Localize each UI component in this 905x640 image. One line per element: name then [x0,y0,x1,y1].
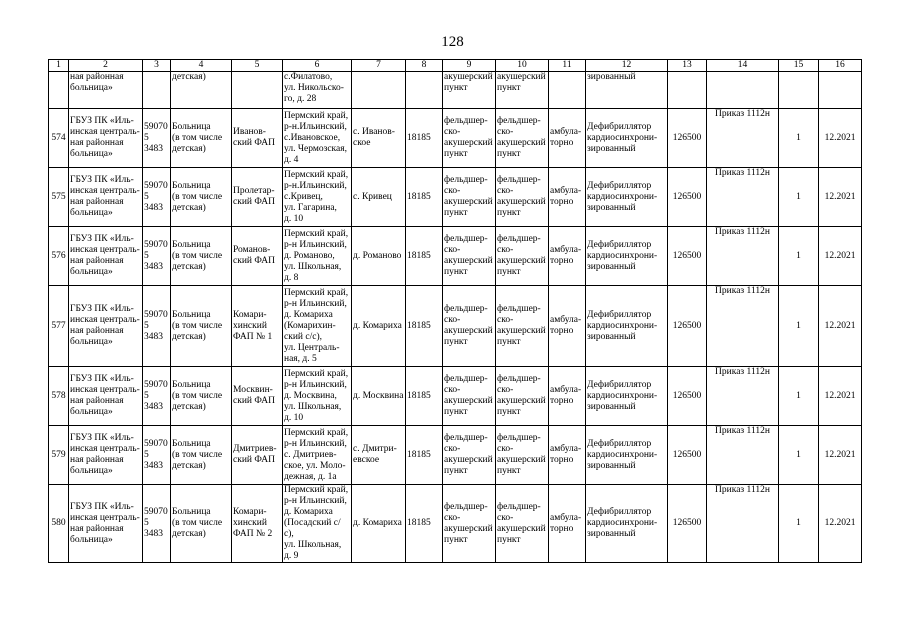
cell-type: Больница (в том числе детская) [171,485,232,563]
cell-col13: 126500 [668,485,707,563]
cell-type: Больница (в том числе детская) [171,286,232,367]
cell-unit: Иванов- ский ФАП [232,109,283,168]
cell-col8: 18185 [406,109,443,168]
header-cell: 12 [586,60,668,72]
cell-address: с.Филатово, ул. Никольско- го, д. 28 [283,72,352,109]
cell-col13: 126500 [668,367,707,426]
cell-col16 [819,72,862,109]
cell-col9: фельдшер- ско- акушерский пункт [443,109,496,168]
cell-col16: 12.2021 [819,367,862,426]
cell-col15: 1 [779,168,819,227]
header-row [49,60,862,72]
cell-col13: 126500 [668,109,707,168]
cell-col16: 12.2021 [819,227,862,286]
header-cell: 5 [232,60,283,72]
cell-owner: ГБУЗ ПК «Иль- инская централь- ная районная больница» [69,109,143,168]
cell-place: с. Кривец [352,168,406,227]
header-cell: 3 [143,60,171,72]
cell-owner: ГБУЗ ПК «Иль- инская централь- ная районная больница» [69,426,143,485]
cell-col10: фельдшер- ско- акушерский пункт [496,426,549,485]
cell-owner: ГБУЗ ПК «Иль- инская централь- ная районная больница» [69,286,143,367]
cell-col8: 18185 [406,426,443,485]
cell-col12: Дефибриллятор кардиосинхрони- зированный [586,168,668,227]
cell-col10: фельдшер- ско- акушерский пункт [496,485,549,563]
table-row [49,286,862,367]
header-cell: 11 [549,60,586,72]
header-cell: 14 [707,60,779,72]
cell-col9: фельдшер- ско- акушерский пункт [443,367,496,426]
cell-col12: Дефибриллятор кардиосинхрони- зированный [586,109,668,168]
cell-col12: Дефибриллятор кардиосинхрони- зированный [586,485,668,563]
cell-col13: 126500 [668,286,707,367]
cell-unit [232,72,283,109]
cell-col15 [779,72,819,109]
cell-place: с. Дмитри- евское [352,426,406,485]
cell-num: 580 [49,485,69,563]
cell-col8 [406,72,443,109]
table-row [49,227,862,286]
cell-place: с. Иванов- ское [352,109,406,168]
cell-col15: 1 [779,426,819,485]
cell-code: 590705 3483 [143,109,171,168]
cell-num: 578 [49,367,69,426]
cell-type: Больница (в том числе детская) [171,109,232,168]
cell-col14: Приказ 1112н [707,367,779,426]
cell-col15: 1 [779,109,819,168]
cell-col8: 18185 [406,227,443,286]
cell-col15: 1 [779,485,819,563]
cell-col16: 12.2021 [819,485,862,563]
cell-type: Больница (в том числе детская) [171,426,232,485]
cell-num: 574 [49,109,69,168]
cell-col16: 12.2021 [819,168,862,227]
cell-col9: фельдшер- ско- акушерский пункт [443,227,496,286]
cell-owner: ная районная больница» [69,72,143,109]
header-cell: 10 [496,60,549,72]
cell-col16: 12.2021 [819,426,862,485]
header-cell: 16 [819,60,862,72]
cell-type: Больница (в том числе детская) [171,168,232,227]
cell-unit: Пролетар- ский ФАП [232,168,283,227]
continuation-row [49,72,862,109]
cell-col10: фельдшер- ско- акушерский пункт [496,109,549,168]
cell-col14: Приказ 1112н [707,109,779,168]
cell-col16: 12.2021 [819,286,862,367]
cell-place: д. Комариха [352,485,406,563]
cell-col15: 1 [779,286,819,367]
cell-col14: Приказ 1112н [707,286,779,367]
page-number: 128 [441,34,464,50]
cell-col10: фельдшер- ско- акушерский пункт [496,227,549,286]
header-cell: 6 [283,60,352,72]
cell-col8: 18185 [406,367,443,426]
cell-col11: амбула- торно [549,485,586,563]
cell-address: Пермский край, р-н Ильинский, с. Дмитриев- ское, ул. Моло- дежная, д. 1а [283,426,352,485]
cell-code: 590705 3483 [143,485,171,563]
cell-type: Больница (в том числе детская) [171,227,232,286]
table-row [49,109,862,168]
header-cell: 2 [69,60,143,72]
cell-num: 576 [49,227,69,286]
cell-col11: амбула- торно [549,227,586,286]
cell-col8: 18185 [406,286,443,367]
cell-col11: амбула- торно [549,109,586,168]
cell-col8: 18185 [406,485,443,563]
cell-unit: Комари- хинский ФАП № 1 [232,286,283,367]
header-cell: 8 [406,60,443,72]
cell-type: детская) [171,72,232,109]
header-cell: 9 [443,60,496,72]
cell-type: Больница (в том числе детская) [171,367,232,426]
header-cell: 13 [668,60,707,72]
header-cell: 4 [171,60,232,72]
cell-col12: Дефибриллятор кардиосинхрони- зированный [586,286,668,367]
cell-place: д. Москвина [352,367,406,426]
cell-owner: ГБУЗ ПК «Иль- инская централь- ная районная больница» [69,367,143,426]
cell-code: 590705 3483 [143,227,171,286]
cell-col11: амбула- торно [549,286,586,367]
cell-address: Пермский край, р-н Ильинский, д. Комариха (Комарихин- ский с/с), ул. Централь- ная, д. 5 [283,286,352,367]
equipment-table [48,59,862,563]
cell-col13 [668,72,707,109]
table-row [49,485,862,563]
table-row [49,168,862,227]
cell-num: 579 [49,426,69,485]
cell-col13: 126500 [668,227,707,286]
cell-col10: фельдшер- ско- акушерский пункт [496,286,549,367]
cell-col11: амбула- торно [549,426,586,485]
cell-col13: 126500 [668,426,707,485]
cell-owner: ГБУЗ ПК «Иль- инская централь- ная районная больница» [69,485,143,563]
table-row [49,426,862,485]
cell-col13: 126500 [668,168,707,227]
header-cell: 1 [49,60,69,72]
cell-col11: амбула- торно [549,367,586,426]
cell-col14: Приказ 1112н [707,227,779,286]
cell-col8: 18185 [406,168,443,227]
cell-place: д. Комариха [352,286,406,367]
cell-address: Пермский край, р-н Ильинский, д. Романово, ул. Школьная, д. 8 [283,227,352,286]
cell-code: 590705 3483 [143,426,171,485]
cell-code: 590705 3483 [143,168,171,227]
cell-code: 590705 3483 [143,367,171,426]
cell-num: 575 [49,168,69,227]
cell-col14: Приказ 1112н [707,426,779,485]
cell-col10: фельдшер- ско- акушерский пункт [496,367,549,426]
cell-num [49,72,69,109]
cell-address: Пермский край, р-н.Ильинский, с.Ивановское, ул. Чермозская, д. 4 [283,109,352,168]
cell-place: д. Романово [352,227,406,286]
cell-col12: Дефибриллятор кардиосинхрони- зированный [586,426,668,485]
cell-col9: фельдшер- ско- акушерский пункт [443,286,496,367]
cell-owner: ГБУЗ ПК «Иль- инская централь- ная районная больница» [69,227,143,286]
cell-col16: 12.2021 [819,109,862,168]
cell-num: 577 [49,286,69,367]
cell-col14 [707,72,779,109]
cell-col9: акушерский пункт [443,72,496,109]
cell-col10: акушерский пункт [496,72,549,109]
cell-address: Пермский край, р-н Ильинский, д. Москвина, ул. Школьная, д. 10 [283,367,352,426]
cell-place [352,72,406,109]
cell-unit: Комари- хинский ФАП № 2 [232,485,283,563]
cell-address: Пермский край, р-н.Ильинский, с.Кривец, ул. Гагарина, д. 10 [283,168,352,227]
cell-col10: фельдшер- ско- акушерский пункт [496,168,549,227]
cell-unit: Романов- ский ФАП [232,227,283,286]
cell-col9: фельдшер- ско- акушерский пункт [443,485,496,563]
header-cell: 7 [352,60,406,72]
cell-col9: фельдшер- ско- акушерский пункт [443,168,496,227]
cell-col12: Дефибриллятор кардиосинхрони- зированный [586,227,668,286]
cell-col15: 1 [779,227,819,286]
cell-col12: зированный [586,72,668,109]
cell-col15: 1 [779,367,819,426]
header-cell: 15 [779,60,819,72]
cell-col12: Дефибриллятор кардиосинхрони- зированный [586,367,668,426]
cell-col14: Приказ 1112н [707,168,779,227]
cell-code [143,72,171,109]
cell-unit: Москвин- ский ФАП [232,367,283,426]
cell-unit: Дмитриев- ский ФАП [232,426,283,485]
cell-address: Пермский край, р-н Ильинский, д. Комариха (Посадский с/с), ул. Школьная, д. 9 [283,485,352,563]
table-row [49,367,862,426]
cell-code: 590705 3483 [143,286,171,367]
cell-owner: ГБУЗ ПК «Иль- инская централь- ная районная больница» [69,168,143,227]
cell-col9: фельдшер- ско- акушерский пункт [443,426,496,485]
cell-col11: амбула- торно [549,168,586,227]
cell-col11 [549,72,586,109]
cell-col14: Приказ 1112н [707,485,779,563]
